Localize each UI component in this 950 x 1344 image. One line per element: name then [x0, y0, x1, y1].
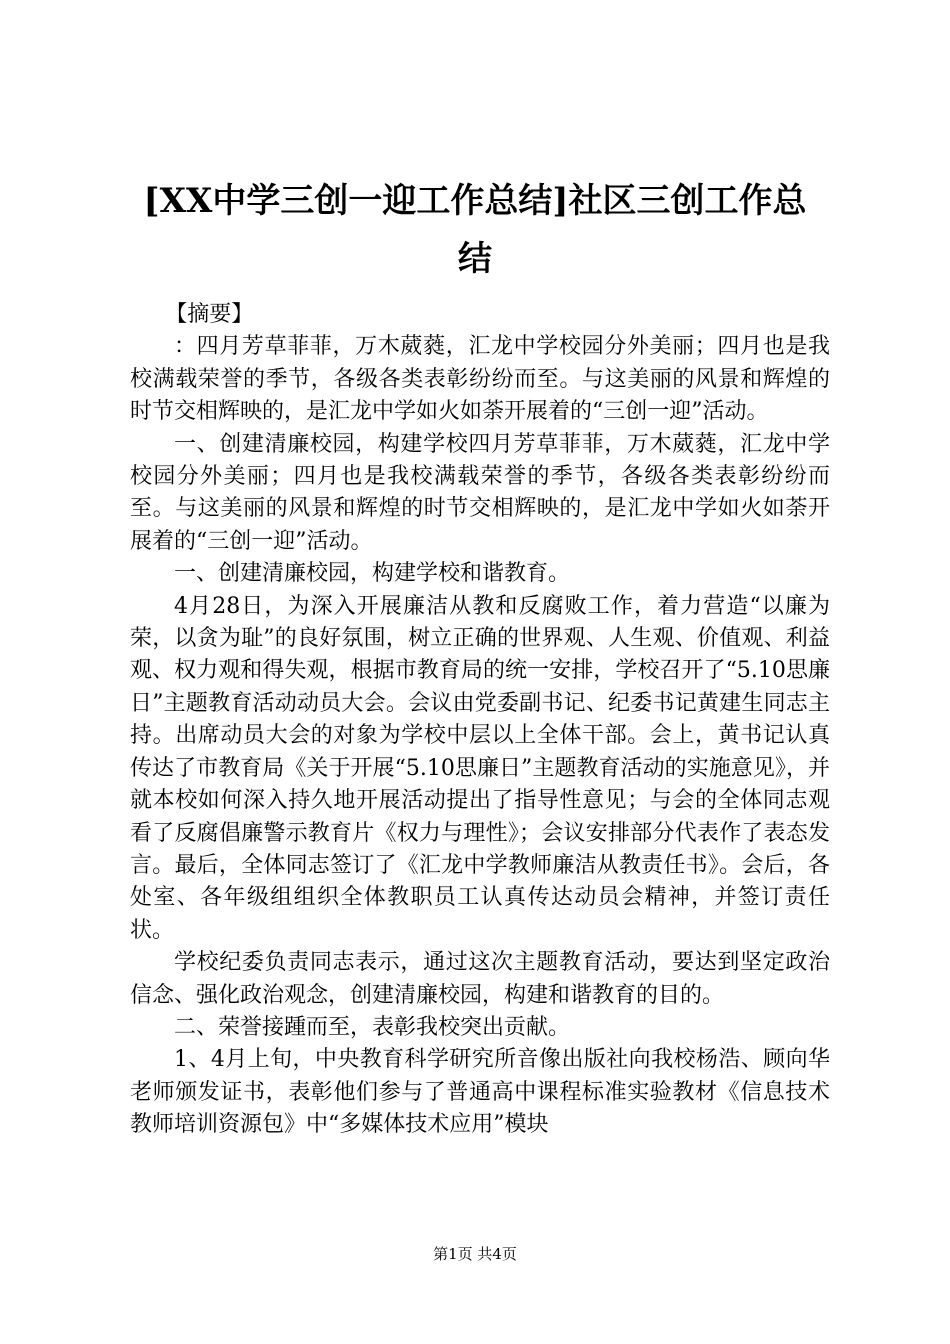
paragraph-section-1-intro: 一、创建清廉校园，构建学校四月芳草菲菲，万木葳蕤，汇龙中学校园分外美丽；四月也是我校满载荣誉的季节，各级各类表彰纷纷而至。与这美丽的风景和辉煌的时节交相辉映的，是汇龙中学如火如荼开展着的“三创一迎”活动。 [130, 431, 830, 554]
document-title [100, 172, 850, 288]
paragraph-meeting: 4月28日，为深入开展廉洁从教和反腐败工作，着力营造“以廉为荣，以贪为耻”的良好氛围，树立正确的世界观、人生观、价值观、利益观、权力观和得失观，根据市教育局的统一安排，学校召开了“5.10思廉日”主题教育活动动员大会。会议由党委副书记、纪委书记黄建生同志主持。出席动员大会的对象为学校中层以上全体干部。会上，黄书记认真传达了市教育局《关于开展“5.10思廉日”主题教育活动的实施意见》，并就本校如何深入持久地开展活动提出了指导性意见；与会的全体同志观看了反腐倡廉警示教育片《权力与理性》；会议安排部分代表作了表态发言。最后，全体同志签订了《汇龙中学教师廉洁从教责任书》。会后，各处室、各年级组组织全体教职员工认真传达动员会精神，并签订责任状。 [130, 593, 830, 943]
document-body [130, 299, 830, 1142]
paragraph-honor-1: 1、4月上旬，中央教育科学研究所音像出版社向我校杨浩、顾向华老师颁发证书，表彰他们参与了普通高中课程标准实验教材《信息技术教师培训资源包》中“多媒体技术应用”模块 [130, 1047, 830, 1138]
page-footer: 第1页 共4页 [433, 1245, 517, 1263]
paragraph-abstract: ：四月芳草菲菲，万木葳蕤，汇龙中学校园分外美丽；四月也是我校满载荣誉的季节，各级各类表彰纷纷而至。与这美丽的风景和辉煌的时节交相辉映的，是汇龙中学如火如荼开展着的“三创一迎”活动。 [130, 334, 830, 425]
abstract-label: 【摘要】 [165, 302, 254, 327]
section-heading-1: 一、创建清廉校园，构建学校和谐教育。 [174, 561, 571, 587]
document-title-line-1: [XX中学三创一迎工作总结]社区三创工作总 [143, 181, 807, 221]
section-heading-2: 二、荣誉接踵而至，表彰我校突出贡献。 [174, 1014, 571, 1040]
document-title-line-2: 结 [458, 239, 492, 279]
paragraph-commission: 学校纪委负责同志表示，通过这次主题教育活动，要达到坚定政治信念、强化政治观念，创建清廉校园，构建和谐教育的目的。 [130, 950, 830, 1008]
